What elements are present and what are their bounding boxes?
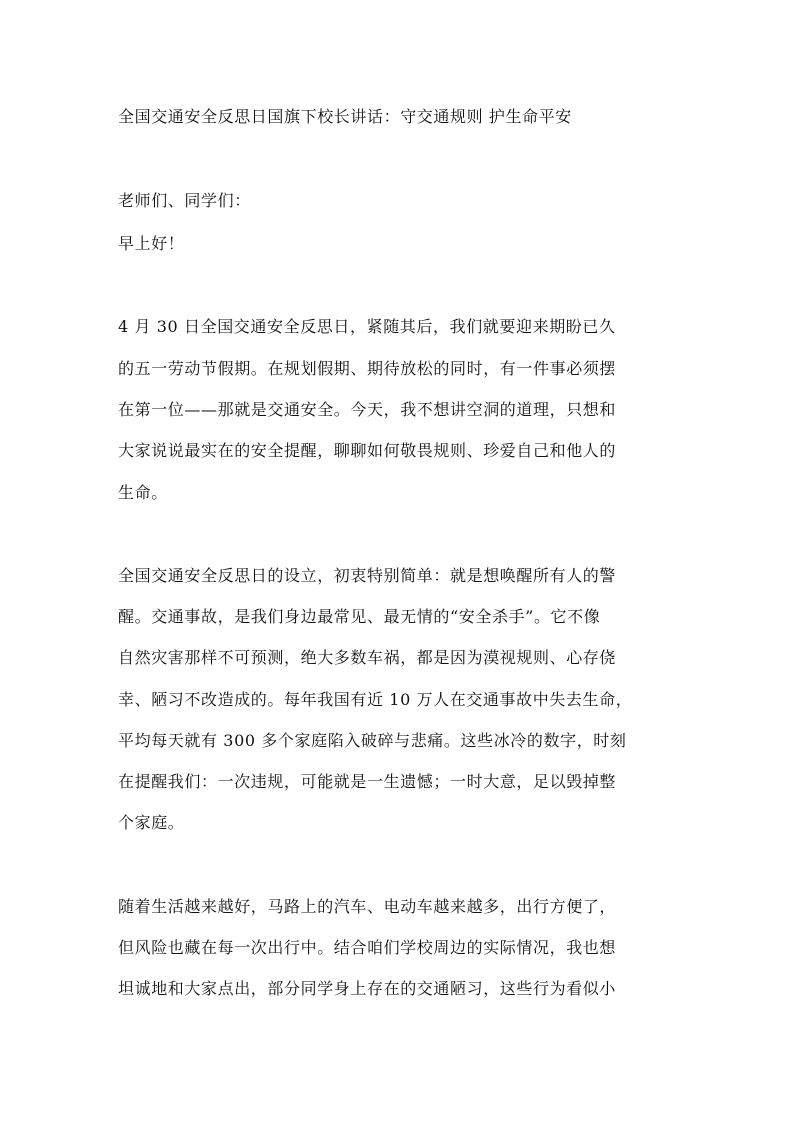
greeting: 早上好！ [118,234,185,253]
paragraph-2-line: 全国交通安全反思日的设立，初衷特别简单：就是想唤醒所有人的警 [118,566,617,585]
paragraph-1-line: 大家说说最实在的安全提醒，聊聊如何敬畏规则、珍爱自己和他人的 [118,441,617,460]
paragraph-3-line: 坦诚地和大家点出，部分同学身上存在的交通陋习，这些行为看似小 [118,979,617,998]
salutation: 老师们、同学们： [118,191,251,210]
paragraph-3-line: 随着生活越来越好，马路上的汽车、电动车越来越多，出行方便了， [118,897,617,916]
paragraph-1-line: 生命。 [118,483,168,502]
paragraph-1-line: 在第一位——那就是交通安全。今天，我不想讲空洞的道理，只想和 [118,400,617,419]
paragraph-2-line: 在提醒我们：一次违规，可能就是一生遗憾；一时大意，足以毁掉整 [118,772,617,791]
paragraph-2-line: 幸、陋习不改造成的。每年我国有近 10 万人在交通事故中失去生命， [118,690,633,709]
paragraph-1-line: 的五一劳动节假期。在规划假期、期待放松的同时，有一件事必须摆 [118,359,617,378]
paragraph-2-line: 自然灾害那样不可预测，绝大多数车祸，都是因为漠视规则、心存侥 [118,648,617,667]
paragraph-2-line: 平均每天就有 300 多个家庭陷入破碎与悲痛。这些冰冷的数字，时刻 [118,731,627,750]
paragraph-1-line: 4 月 30 日全国交通安全反思日，紧随其后，我们就要迎来期盼已久 [118,317,616,336]
page-title: 全国交通安全反思日国旗下校长讲话：守交通规则 护生命平安 [118,107,572,126]
paragraph-2-line: 个家庭。 [118,813,185,832]
paragraph-2-line: 醒。交通事故，是我们身边最常见、最无情的“安全杀手”。它不像 [118,607,601,626]
paragraph-3-line: 但风险也藏在每一次出行中。结合咱们学校周边的实际情况，我也想 [118,938,617,957]
